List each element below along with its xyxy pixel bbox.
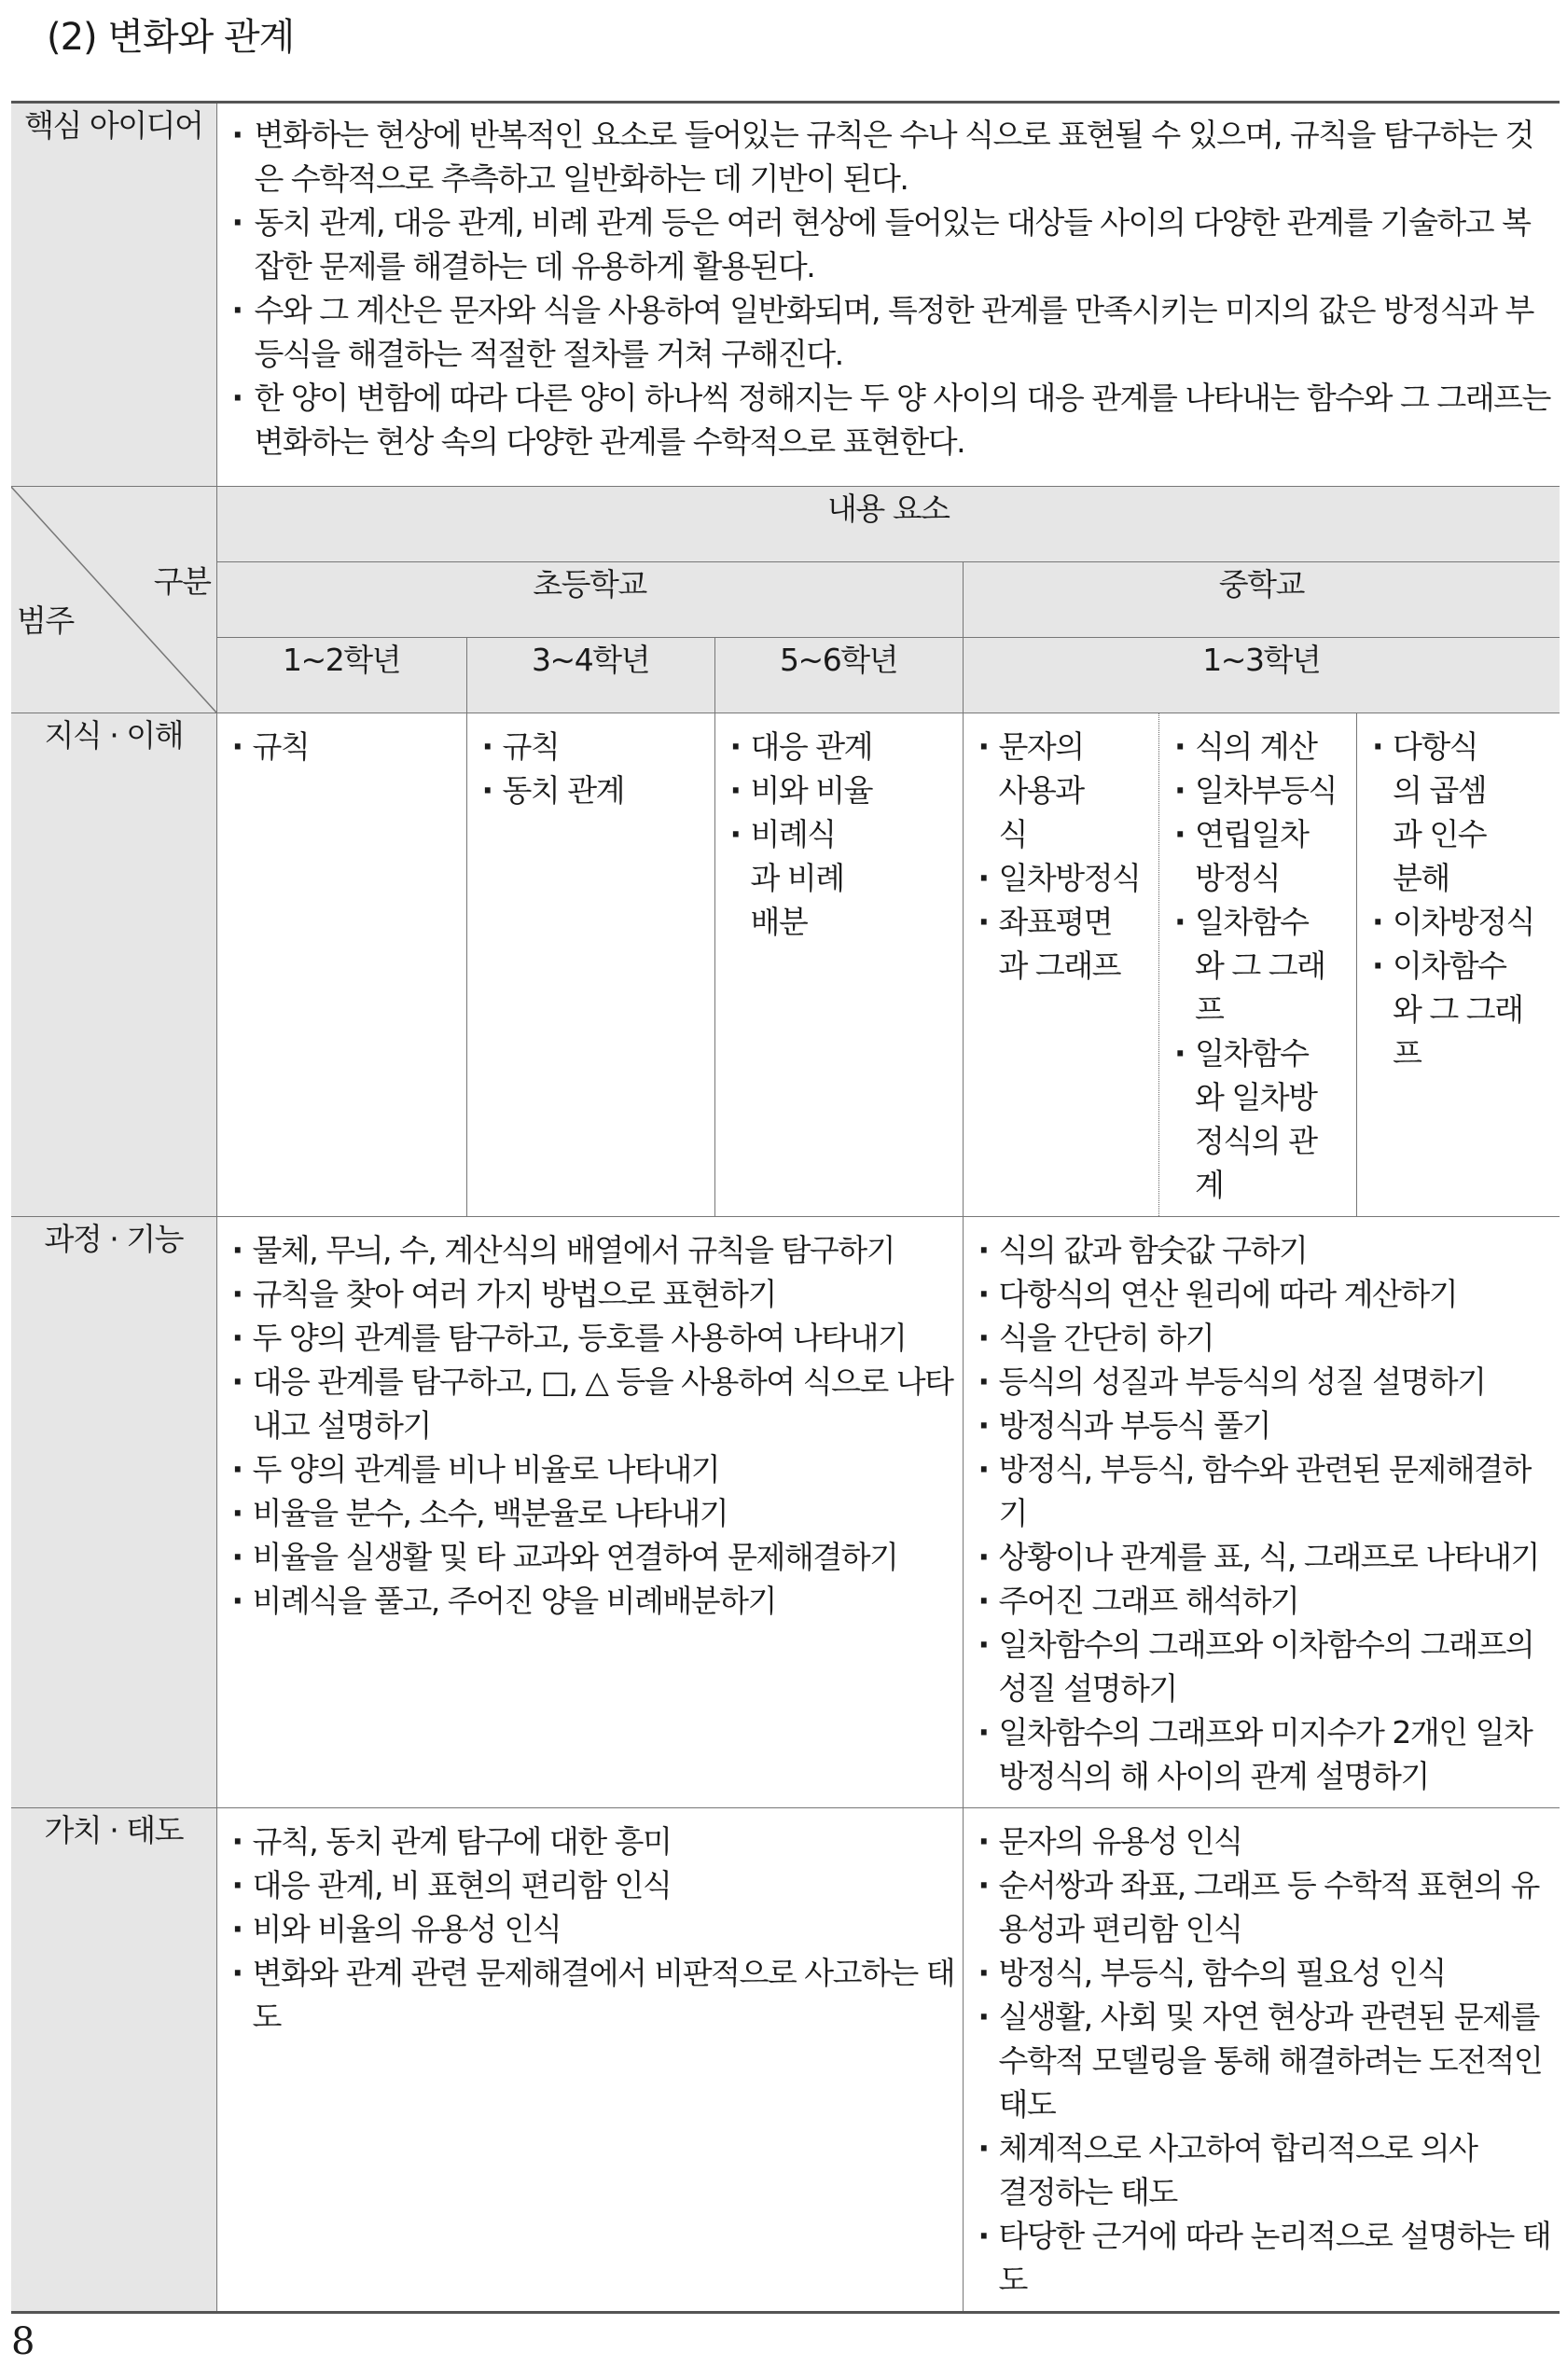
knowledge-item: · 문자의 사용과 식 — [975, 725, 1102, 856]
knowledge-item: · 연립일차방정식 — [1171, 812, 1325, 900]
core-idea-row — [11, 103, 1560, 487]
knowledge-item: · 일차함수와 그 그래프 — [1171, 900, 1325, 1031]
header-row-school — [11, 562, 1560, 638]
value-item: · 순서쌍과 좌표, 그래프 등 수학적 표현의 유용성과 편리함 인식 — [975, 1863, 1555, 1951]
value-item: · 대응 관계, 비 표현의 편리함 인식 — [229, 1863, 957, 1907]
knowledge-item: · 일차부등식 — [1171, 768, 1354, 812]
section-title: (2) 변화와 관계 — [47, 16, 295, 59]
knowledge-list — [1357, 713, 1560, 1085]
process-item: · 비례식을 풀고, 주어진 양을 비례배분하기 — [229, 1579, 957, 1623]
core-idea-item: · 동치 관계, 대응 관계, 비례 관계 등은 여러 현상에 들어있는 대상들 사이의 다양한 관계를 기술하고 복잡한 문제를 해결하는 데 유용하게 활용된다. — [229, 201, 1557, 288]
knowledge-list — [217, 713, 466, 778]
process-item: · 방정식과 부등식 풀기 — [975, 1404, 1555, 1447]
process-item: · 일차함수의 그래프와 이차함수의 그래프의 성질 설명하기 — [975, 1623, 1555, 1710]
process-item: · 일차함수의 그래프와 미지수가 2개인 일차방정식의 해 사이의 관계 설명하기 — [975, 1710, 1555, 1798]
core-idea-item: · 변화하는 현상에 반복적인 요소로 들어있는 규칙은 수나 식으로 표현될 수 있으며, 규칙을 탐구하는 것은 수학적으로 추측하고 일반화하는 데 기반이 된다. — [229, 113, 1557, 201]
process-item: · 물체, 무늬, 수, 계산식의 배열에서 규칙을 탐구하기 — [229, 1228, 957, 1272]
knowledge-item: · 이차함수와 그 그래프 — [1368, 944, 1523, 1075]
knowledge-list — [1159, 713, 1356, 1216]
knowledge-item: · 이차방정식 — [1368, 900, 1559, 944]
knowledge-item: · 다항식의 곱셈과 인수분해 — [1368, 725, 1505, 900]
value-item: · 타당한 근거에 따라 논리적으로 설명하는 태도 — [975, 2214, 1555, 2302]
process-item: · 등식의 성질과 부등식의 성질 설명하기 — [975, 1360, 1555, 1404]
process-item: · 다항식의 연산 원리에 따라 계산하기 — [975, 1272, 1555, 1316]
process-item: · 식을 간단히 하기 — [975, 1316, 1555, 1360]
header-row-content — [11, 487, 1560, 562]
knowledge-item: · 일차함수와 일차방정식의 관계 — [1171, 1031, 1325, 1207]
value-row — [11, 1808, 1560, 2313]
knowledge-middle — [963, 713, 1560, 1217]
process-item: · 방정식, 부등식, 함수와 관련된 문제해결하기 — [975, 1447, 1555, 1535]
process-item: · 두 양의 관계를 탐구하고, 등호를 사용하여 나타내기 — [229, 1316, 957, 1360]
header-grade-3-4: 3~4학년 — [466, 638, 714, 713]
knowledge-middle-subcolumns — [964, 713, 1560, 1216]
core-idea-item: · 한 양이 변함에 따라 다른 양이 하나씩 정해지는 두 양 사이의 대응 관계를 나타내는 함수와 그 그래프는 변화하는 현상 속의 다양한 관계를 수학적으로 표현한다. — [229, 376, 1557, 464]
process-row — [11, 1217, 1560, 1808]
process-item: · 주어진 그래프 해석하기 — [975, 1579, 1555, 1623]
process-item: · 식의 값과 함숫값 구하기 — [975, 1228, 1555, 1272]
header-content-elements: 내용 요소 — [216, 487, 1560, 562]
header-elementary: 초등학교 — [216, 562, 963, 638]
value-item: · 변화와 관계 관련 문제해결에서 비판적으로 사고하는 태도 — [229, 1951, 957, 2039]
value-label: 가치 · 태도 — [11, 1808, 216, 2313]
knowledge-item: · 일차방정식 — [975, 856, 1158, 900]
knowledge-item: · 식의 계산 — [1171, 725, 1354, 768]
core-idea-cell — [216, 103, 1560, 487]
process-item: · 비율을 실생활 및 타 교과와 연결하여 문제해결하기 — [229, 1535, 957, 1579]
core-idea-item: · 수와 그 계산은 문자와 식을 사용하여 일반화되며, 특정한 관계를 만족시키는 미지의 값은 방정식과 부등식을 해결하는 적절한 절차를 거쳐 구해진다. — [229, 288, 1557, 376]
knowledge-list — [964, 713, 1159, 997]
header-grade-1-2: 1~2학년 — [216, 638, 466, 713]
header-middle: 중학교 — [963, 562, 1560, 638]
core-idea-label: 핵심 아이디어 — [11, 103, 216, 487]
value-elementary — [216, 1808, 963, 2313]
value-middle — [963, 1808, 1560, 2313]
header-grade-middle-1-3: 1~3학년 — [963, 638, 1560, 713]
knowledge-grade-1-2 — [216, 713, 466, 1217]
process-item: · 비율을 분수, 소수, 백분율로 나타내기 — [229, 1491, 957, 1535]
knowledge-item: · 동치 관계 — [478, 768, 709, 812]
knowledge-middle-col-3 — [1357, 713, 1560, 1216]
core-idea-list — [217, 104, 1560, 473]
knowledge-item: · 규칙 — [478, 725, 709, 768]
header-row-grade — [11, 638, 1560, 713]
corner-label-category: 범주 — [17, 602, 74, 639]
value-item: · 방정식, 부등식, 함수의 필요성 인식 — [975, 1951, 1555, 1995]
knowledge-label: 지식 · 이해 — [11, 713, 216, 1217]
knowledge-row — [11, 713, 1560, 1217]
value-list — [964, 1808, 1560, 2311]
process-list — [217, 1217, 963, 1632]
knowledge-item: · 좌표평면과 그래프 — [975, 900, 1139, 988]
knowledge-middle-col-2 — [1159, 713, 1357, 1216]
knowledge-list — [467, 713, 714, 822]
knowledge-item: · 비와 비율 — [727, 768, 957, 812]
value-item: · 문자의 유용성 인식 — [975, 1820, 1555, 1863]
value-item: · 실생활, 사회 및 자연 현상과 관련된 문제를 수학적 모델링을 통해 해결하려는 도전적인 태도 — [975, 1995, 1555, 2126]
process-item: · 규칙을 찾아 여러 가지 방법으로 표현하기 — [229, 1272, 957, 1316]
value-item: · 규칙, 동치 관계 탐구에 대한 흥미 — [229, 1820, 957, 1863]
knowledge-item: · 비례식과 비례배분 — [727, 812, 863, 944]
header-grade-5-6: 5~6학년 — [714, 638, 963, 713]
process-list — [964, 1217, 1560, 1807]
process-label: 과정 · 기능 — [11, 1217, 216, 1808]
corner-label-division: 구분 — [153, 563, 211, 600]
knowledge-middle-col-1 — [964, 713, 1159, 1216]
value-list — [217, 1808, 963, 2048]
process-elementary — [216, 1217, 963, 1808]
process-item: · 대응 관계를 탐구하고, □, △ 등을 사용하여 식으로 나타내고 설명하기 — [229, 1360, 957, 1447]
process-middle — [963, 1217, 1560, 1808]
knowledge-item: · 대응 관계 — [727, 725, 957, 768]
process-item: · 두 양의 관계를 비나 비율로 나타내기 — [229, 1447, 957, 1491]
knowledge-grade-3-4 — [466, 713, 714, 1217]
knowledge-grade-5-6 — [714, 713, 963, 1217]
knowledge-list — [715, 713, 963, 953]
curriculum-table — [11, 101, 1560, 2314]
page-number: 8 — [11, 2320, 35, 2363]
header-corner-cell — [11, 487, 216, 713]
value-item: · 체계적으로 사고하여 합리적으로 의사 결정하는 태도 — [975, 2126, 1555, 2214]
knowledge-item: · 규칙 — [229, 725, 461, 768]
value-item: · 비와 비율의 유용성 인식 — [229, 1907, 957, 1951]
process-item: · 상황이나 관계를 표, 식, 그래프로 나타내기 — [975, 1535, 1555, 1579]
